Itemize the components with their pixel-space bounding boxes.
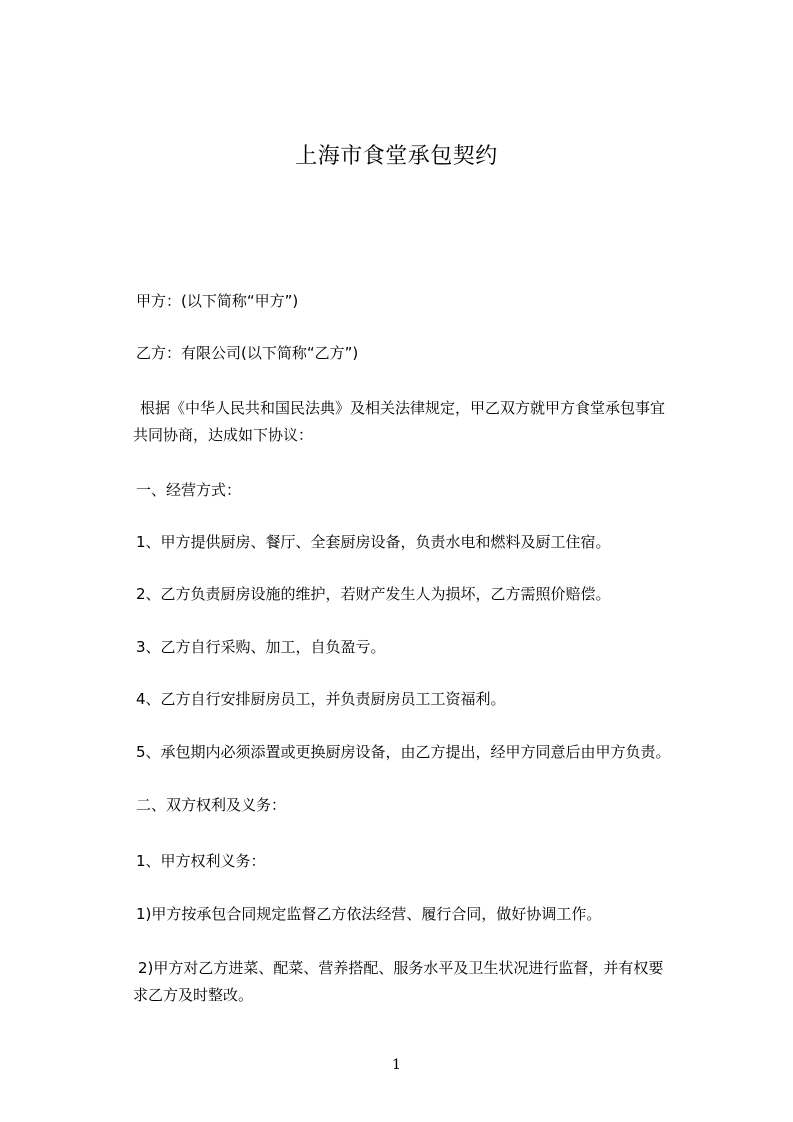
party-b-line: 乙方：有限公司(以下简称“乙方”) <box>136 344 359 362</box>
page-number: 1 <box>392 1057 401 1073</box>
clause-operation-4: 4、乙方自行安排厨房员工，并负责厨房员工工资福利。 <box>136 690 506 708</box>
clause-party-a-2 <box>133 955 706 1009</box>
document-title: 上海市食堂承包契约 <box>295 144 498 169</box>
clause-operation-2: 2、乙方负责厨房设施的维护，若财产发生人为损坏，乙方需照价赔偿。 <box>136 585 611 603</box>
clause-operation-5: 5、承包期内必须添置或更换厨房设备，由乙方提出，经甲方同意后由甲方负责。 <box>136 743 671 761</box>
subsection-party-a-rights: 1、甲方权利义务： <box>136 852 266 870</box>
preamble-line-1: 根据《中华人民共和国民法典》及相关法律规定，甲乙双方就甲方食堂承包事宜 <box>140 399 666 417</box>
preamble-line-2: 共同协商，达成如下协议： <box>133 426 314 444</box>
clause-party-a-1: 1)甲方按承包合同规定监督乙方依法经营、履行合同，做好协调工作。 <box>136 905 602 923</box>
section-heading-rights: 二、双方权利及义务： <box>136 796 287 814</box>
clause-party-a-2-line-1: 2)甲方对乙方进菜、配菜、营养搭配、服务水平及卫生状况进行监督，并有权要 <box>138 959 664 977</box>
preamble-paragraph <box>133 395 706 449</box>
clause-operation-3: 3、乙方自行采购、加工，自负盈亏。 <box>136 638 386 656</box>
section-heading-operation: 一、经营方式： <box>136 481 242 499</box>
clause-party-a-2-line-2: 求乙方及时整改。 <box>133 986 254 1004</box>
clause-operation-1: 1、甲方提供厨房、餐厅、全套厨房设备，负责水电和燃料及厨工住宿。 <box>136 533 611 551</box>
party-a-line: 甲方：(以下简称“甲方”) <box>136 292 299 310</box>
